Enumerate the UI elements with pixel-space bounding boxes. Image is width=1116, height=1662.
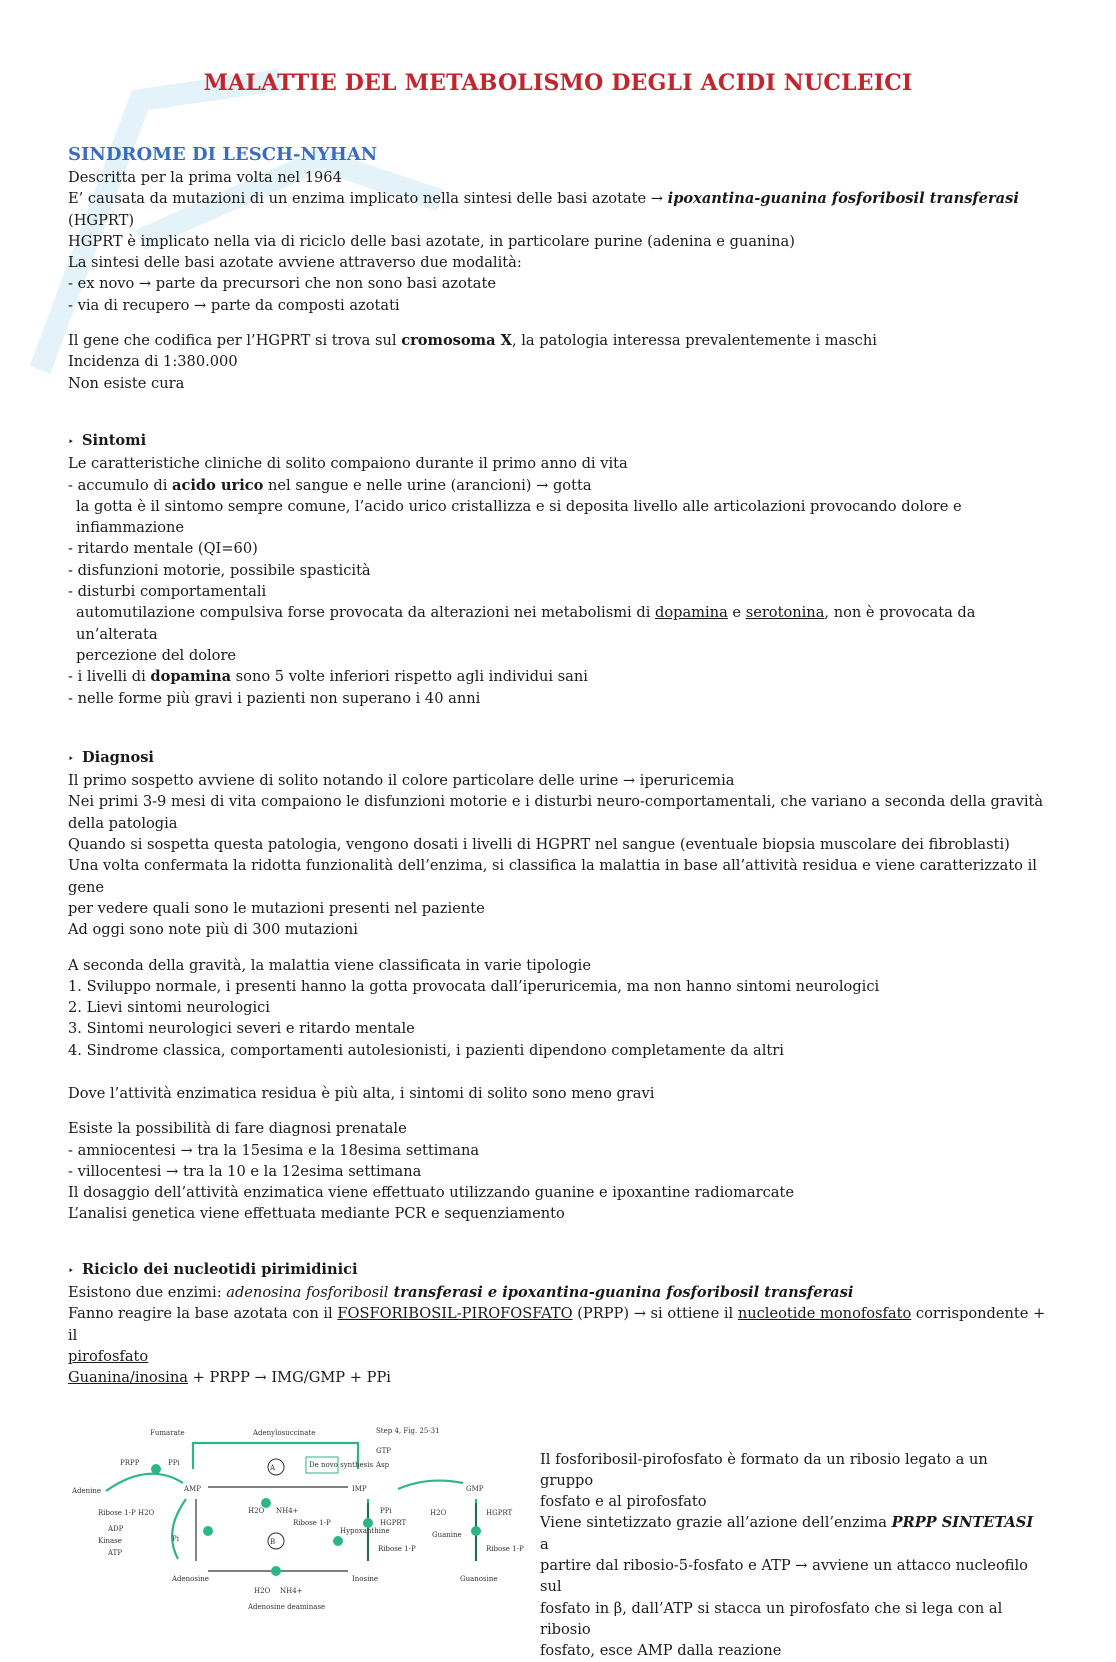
text-line: Dove l’attività enzimatica residua è più alta, i sintomi di solito sono meno gravi	[68, 1084, 655, 1102]
label-asp: Asp	[376, 1460, 390, 1469]
subsection-label: Diagnosi	[82, 748, 154, 766]
underlined-term: dopamina	[655, 604, 728, 622]
underlined-term: pirofosfato	[68, 1347, 149, 1365]
label-ppi: PPi	[380, 1506, 392, 1515]
label-h2o: H2O	[430, 1508, 447, 1517]
text-span: - i livelli di	[68, 668, 151, 686]
label-hypoxanthine: Hypoxanthine	[340, 1526, 390, 1535]
label-nh4: NH4+	[276, 1506, 299, 1515]
text-line: - ex novo → parte da precursori che non sono basi azotate	[68, 275, 496, 293]
text-line: Il primo sospetto avviene di solito notando il colore particolare delle urine → iperuricemia	[68, 772, 735, 790]
underlined-term: serotonina	[745, 604, 825, 622]
document-title: MALATTIE DEL METABOLISMO DEGLI ACIDI NUCLEICI	[203, 70, 913, 96]
label-nh4: NH4+	[280, 1586, 303, 1595]
text-span: e	[727, 604, 746, 622]
text-line: Il dosaggio dell’attività enzimatica viene effettuato utilizzando guanine e ipoxantine radiomarcate	[68, 1184, 794, 1202]
label-adenine: Adenine	[72, 1486, 102, 1495]
text-line: fosfato, esce AMP dalla reazione	[540, 1642, 782, 1660]
label-deaminase: Adenosine deaminase	[248, 1602, 326, 1611]
enzyme-marker-icon	[203, 1526, 213, 1536]
list-item: 3. Sintomi neurologici severi e ritardo mentale	[68, 1020, 415, 1038]
list-item: 1. Sviluppo normale, i presenti hanno la gotta provocata dall’iperuricemia, ma non hanno sintomi neurologici	[68, 977, 880, 995]
text-line: La sintesi delle basi azotate avviene attraverso due modalità:	[68, 254, 522, 272]
enzyme-marker-icon	[333, 1536, 343, 1546]
text-line: A seconda della gravità, la malattia viene classificata in varie tipologie	[68, 956, 591, 974]
label-ppi: PPi	[168, 1458, 180, 1467]
label-adenosine: Adenosine	[172, 1574, 209, 1583]
text-line: della patologia	[68, 814, 178, 832]
text-line: Una volta confermata la ridotta funzionalità dell’enzima, si classifica la malattia in base all’attività residua e viene caratterizzato il gene	[68, 857, 1037, 896]
figure-row	[68, 1421, 1048, 1660]
bullet-triangle-icon: ‣	[68, 1265, 74, 1277]
enzyme-marker-icon	[471, 1526, 481, 1536]
text-line	[68, 666, 1048, 687]
label-hgprt: HGPRT	[380, 1518, 407, 1527]
underlined-term: nucleotide monofosfato	[737, 1305, 912, 1323]
italic-term: adenosina fosforibosil	[226, 1284, 389, 1302]
enzyme-marker-icon	[151, 1464, 161, 1474]
label-gtp: GTP	[376, 1446, 391, 1455]
label-ribose1p: Ribose 1-P	[293, 1518, 331, 1527]
text-line: partire dal ribosio-5-fosfato e ATP → avviene un attacco nucleofilo sul	[540, 1557, 1028, 1596]
list-item: 2. Lievi sintomi neurologici	[68, 999, 270, 1017]
label-imp: IMP	[352, 1484, 367, 1493]
bullet-triangle-icon: ‣	[68, 753, 74, 765]
underlined-term: FOSFORIBOSIL-PIROFOSFATO	[337, 1305, 573, 1323]
text-line	[540, 1512, 1040, 1555]
text-line	[68, 330, 1048, 351]
label-inosine: Inosine	[352, 1574, 378, 1583]
text-span: sono 5 volte inferiori rispetto agli individui sani	[231, 668, 588, 686]
text-line: L’analisi genetica viene effettuata mediante PCR e sequenziamento	[68, 1205, 565, 1223]
subsection-heading-diagnosi	[68, 747, 1048, 770]
enzyme-marker-icon	[271, 1566, 281, 1576]
text-line: HGPRT è implicato nella via di riciclo delle basi azotate, in particolare purine (adenina e guanina)	[68, 232, 795, 250]
enzyme-name: PRPP SINTETASI	[891, 1514, 1034, 1532]
document-page	[68, 70, 1048, 1660]
imp-gmp-arrow	[398, 1480, 463, 1488]
text-span: Il gene che codifica per l’HGPRT si trova sul	[68, 332, 402, 350]
text-span: Fanno reagire la base azotata con il	[68, 1305, 338, 1323]
text-line	[68, 188, 1048, 231]
text-line: - amniocentesi → tra la 15esima e la 18esima settimana	[68, 1141, 480, 1159]
label-h2o: H2O	[248, 1506, 265, 1515]
text-line	[68, 1303, 1048, 1346]
label-prpp: PRPP	[120, 1458, 140, 1467]
text-line: - disfunzioni motorie, possibile spasticità	[68, 561, 371, 579]
subsection-heading-riciclo	[68, 1259, 1048, 1282]
text-line: - ritardo mentale (QI=60)	[68, 540, 258, 558]
text-line: Esiste la possibilità di fare diagnosi prenatale	[68, 1120, 407, 1138]
bullet-triangle-icon: ‣	[68, 436, 74, 448]
text-span: (HGPRT)	[68, 211, 135, 229]
label-gmp: GMP	[466, 1484, 484, 1493]
purine-salvage-diagram	[68, 1421, 528, 1621]
text-line: per vedere quali sono le mutazioni presenti nel paziente	[68, 899, 485, 917]
text-line: Non esiste cura	[68, 374, 185, 392]
text-span: a	[540, 1535, 549, 1553]
section-heading-lesch-nyhan: SINDROME DI LESCH-NYHAN	[68, 144, 378, 165]
label-fumarate: Fumarate	[150, 1428, 185, 1437]
amp-adenosine-arrow	[172, 1499, 186, 1559]
text-span: corrispondente + il	[68, 1305, 1046, 1344]
underlined-term: Guanina/inosina	[68, 1369, 188, 1387]
text-line	[68, 1367, 1048, 1388]
text-span: Viene sintetizzato grazie all’azione dell’enzima	[540, 1514, 892, 1532]
text-span: + PRPP → IMG/GMP + PPi	[187, 1369, 391, 1387]
label-hgprt: HGPRT	[486, 1508, 513, 1517]
text-line: - disturbi comportamentali	[68, 583, 267, 601]
label-h2o: H2O	[254, 1586, 271, 1595]
text-span: nel sangue e nelle urine (arancioni) → gotta	[263, 476, 592, 494]
label-b: B	[270, 1537, 276, 1546]
text-line: Le caratteristiche cliniche di solito compaiono durante il primo anno di vita	[68, 455, 628, 473]
text-line	[68, 1282, 1048, 1303]
enzyme-name: transferasi e ipoxantina-guanina fosforibosil transferasi	[388, 1284, 854, 1302]
bold-term: acido urico	[172, 476, 264, 494]
text-line	[68, 1346, 1048, 1367]
text-span: (PRPP) → si ottiene il	[572, 1305, 738, 1323]
label-a: A	[270, 1463, 276, 1472]
label-ribose1p: Ribose 1-P	[98, 1508, 136, 1517]
subsection-label: Sintomi	[82, 431, 147, 449]
text-span: E’ causata da mutazioni di un enzima implicato nella sintesi delle basi azotate →	[68, 190, 668, 208]
enzyme-name: ipoxantina-guanina fosforibosil transferasi	[667, 190, 1019, 208]
label-adenylosuccinate: Adenylosuccinate	[253, 1428, 316, 1437]
label-pi: Pi	[172, 1534, 179, 1543]
text-line: fosfato e al pirofosfato	[540, 1493, 707, 1511]
label-ribose1p: Ribose 1-P	[486, 1544, 524, 1553]
text-span: , non è provocata da un’alterata	[76, 604, 976, 643]
label-guanosine: Guanosine	[460, 1574, 498, 1583]
text-line	[68, 475, 1048, 496]
subsection-heading-sintomi	[68, 430, 1048, 453]
list-item: 4. Sindrome classica, comportamenti autolesionisti, i pazienti dipendono completamente da altri	[68, 1041, 784, 1059]
text-line: Incidenza di 1:380.000	[68, 353, 238, 371]
adenine-arrow	[106, 1473, 183, 1490]
text-span: - accumulo di	[68, 476, 172, 494]
label-adp: ADP	[108, 1524, 124, 1533]
text-line: la gotta è il sintomo sempre comune, l’acido urico cristallizza e si deposita livello alle articolazioni provocando dolore e infiammazione	[76, 497, 962, 537]
prpp-description	[540, 1449, 1040, 1662]
text-line: Nei primi 3-9 mesi di vita compaiono le disfunzioni motorie e i disturbi neuro-comportamentali, che variano a seconda della gravità	[68, 793, 1044, 811]
bold-term: cromosoma X	[401, 332, 512, 350]
text-line: Ad oggi sono note più di 300 mutazioni	[68, 921, 358, 939]
label-amp: AMP	[184, 1484, 201, 1493]
label-guanine: Guanine	[432, 1530, 462, 1539]
text-span: Esistono due enzimi:	[68, 1284, 227, 1302]
label-atp: ATP	[108, 1548, 123, 1557]
label-step: Step 4, Fig. 25-31	[376, 1426, 440, 1435]
text-line	[68, 602, 1048, 645]
text-line: Il fosforibosil-pirofosfato è formato da un ribosio legato a un gruppo	[540, 1450, 988, 1489]
text-line: - villocentesi → tra la 10 e la 12esima settimana	[68, 1162, 422, 1180]
text-line: percezione del dolore	[76, 646, 237, 664]
text-span: automutilazione compulsiva forse provocata da alterazioni nei metabolismi di	[76, 604, 655, 622]
text-line: fosfato in β, dall’ATP si stacca un pirofosfato che si lega con al ribosio	[540, 1599, 1003, 1638]
label-ribose1p: Ribose 1-P	[378, 1544, 416, 1553]
text-line: Descritta per la prima volta nel 1964	[68, 169, 342, 186]
text-line: Quando si sospetta questa patologia, vengono dosati i livelli di HGPRT nel sangue (eventuale biopsia muscolare dei fibroblasti)	[68, 836, 1010, 854]
text-span: , la patologia interessa prevalentemente i maschi	[511, 332, 877, 350]
label-denovo: De novo synthesis	[309, 1460, 374, 1469]
subsection-label: Riciclo dei nucleotidi pirimidinici	[82, 1260, 358, 1278]
text-line: - nelle forme più gravi i pazienti non superano i 40 anni	[68, 689, 481, 707]
text-line: - via di recupero → parte da composti azotati	[68, 296, 400, 314]
label-h2o: H2O	[138, 1508, 155, 1517]
label-kinase: Kinase	[98, 1536, 122, 1545]
bold-term: dopamina	[150, 668, 232, 686]
